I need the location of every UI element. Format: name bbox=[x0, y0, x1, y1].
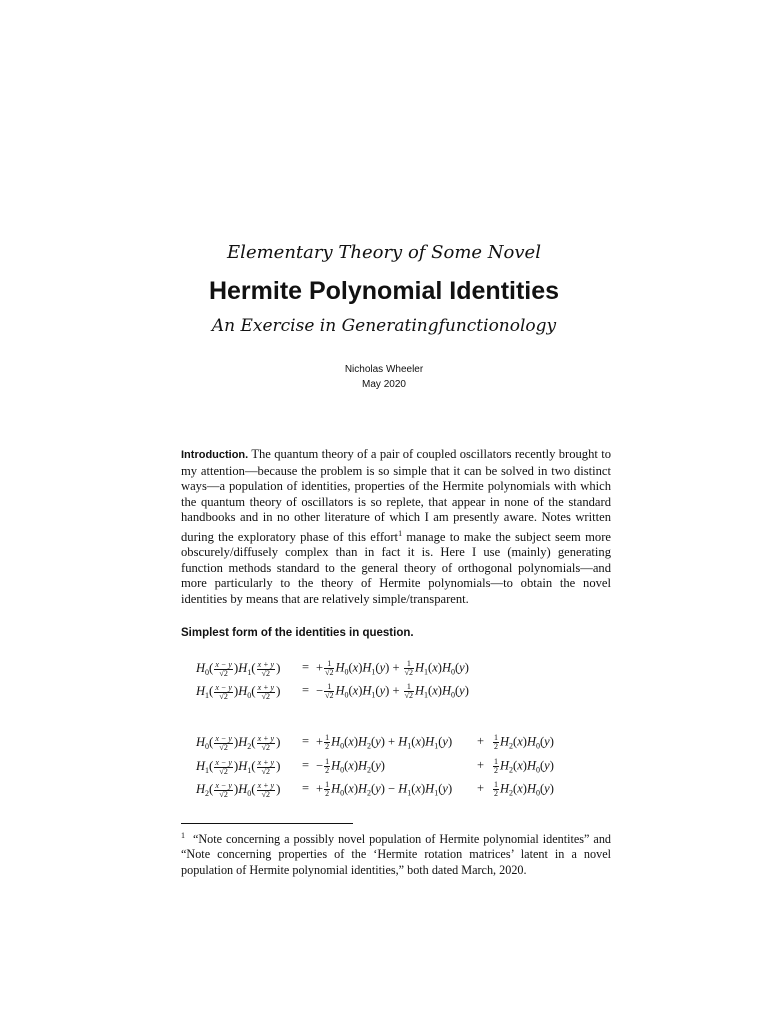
paper-title: Hermite Polynomial Identities bbox=[208, 277, 560, 305]
footnote-text: “Note concerning a possibly novel population of Hermite polynomial identites” and “Note concerning properties of the ‘Hermite rotation matrices’ latent in a novel population of Hermite polynomial identities,” both dated March, 2020. bbox=[181, 832, 612, 877]
footnote-mark: 1 bbox=[181, 831, 185, 840]
paper-subtitle: An Exercise in Generatingfunctionology bbox=[211, 316, 557, 336]
pre-title: Elementary Theory of Some Novel bbox=[227, 242, 541, 263]
footnote-rule bbox=[181, 823, 353, 824]
author-name: Nicholas Wheeler bbox=[344, 364, 424, 375]
introduction-text-part-1: The quantum theory of a pair of coupled oscillators recently brought to my attention—because the problem is so simple that it can be solved in two distinct ways—a population of identities, properties of the Hermite polynomials with which the quantum theory of oscillators is so replete, that appear in none of the standard handbooks and in no other literature of which I am presently aware. Notes written during the exploratory phase of this effort bbox=[181, 447, 611, 544]
footnote bbox=[181, 828, 611, 878]
section-heading: Simplest form of the identities in question. bbox=[181, 627, 414, 639]
introduction-paragraph bbox=[181, 447, 611, 607]
introduction-runin-heading: Introduction. bbox=[181, 449, 249, 461]
paper-date: May 2020 bbox=[362, 379, 406, 390]
footnote-reference-mark[interactable]: 1 bbox=[398, 528, 403, 538]
introduction-text-part-2: manage to make the subject seem more obscurely/diffusely complex than in fact it is. Here I use (mainly) generating function methods standard to the general theory of orthogonal polynomials—and more particularly to the theory of Hermite polynomials—to obtain the novel identities by means that are relatively simple/transparent. bbox=[181, 529, 612, 606]
